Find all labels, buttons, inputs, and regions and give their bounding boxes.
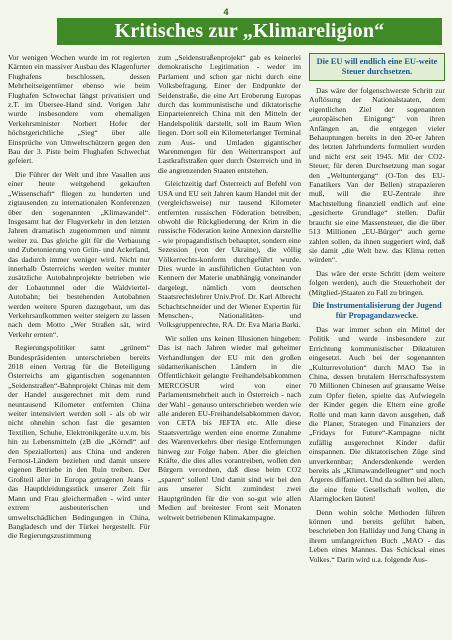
article-column-3 [309,53,445,635]
article-column-2 [158,53,301,635]
callout-box: Die EU will endlich eine EU-weite Steuer durchsetzen. [309,53,445,81]
headline: Kritisches zur „Klimareligion“ [114,20,385,42]
paragraph: Wir sollen uns keinen Illusionen hingeben: Das ist nach Jahren wieder mal geheimer Verhandlungen der EU mit den großen südamerikanischen Ländern in die Öffentlichkeit gelangte Freihandelsabkommen MERCOSUR wird von einer Parlamentsmehrheit auch in Österreich - nach der Wahl - genauso unterschrieben werden wie alle anderen EU-Freihandelsabkommen davor, von CETA bis JEFTA etc. Alle diese Staatsverträge werden eine enorme Zunahme des Warenverkehrs über riesige Entfernungen hinweg zur Folge haben. Aber die gleichen Kräfte, die dies alles vorantreiben, wollen den Bürgern verordnen, daß diese beim CO2 „sparen“ sollen! Und damit sind wir bei den aus unserer Sicht zumindest zwei Hauptgründen für die von so-gut wie allen Medien auf breitester Front seit Monaten weltweit betriebenen Klimakampagne. [158,333,301,522]
paragraph: Gleichzeitig darf Österreich auf Befehl von USA und EU seit Jahren kaum Handel mit der (vergleichsweise) nur tausend Kilometer entfernten russischen Föderation betreiben, obwohl die Rückgliederung der Krim in die russische Föderation keine Annexion darstellte - wie propagandistisch behauptet, sondern eine Sezession (von der Ukraine), die völlig Völkerrechts-konform durchgeführt wurde. Dies wurde in ausführlichen Gutachten von Kennern der Materie unabhängig voneinander dargelegt, nämlich vom deutschen Staatsrechtslehrer Univ.Prof. Dr. Karl Albrecht Schachtschneider und der Wiener Expertin für Menschen-, Nationalitäten- und Volksgruppenrechte, RA. Dr. Eva Maria Barki. [158,179,301,330]
paragraph: Das wäre der erste Schritt (dem weitere folgen werden), auch die Steuerhoheit der (Mitglied-)Staaten zu Fall zu bringen. [309,268,445,297]
paragraph: Vor wenigen Wochen wurde im rot regierten Kärnten ein massiver Ausbau des Klagenfurter Flughafens beschlossen, dessen Mehrheitseigentümer ebenso wie beim Flughafen Schwechat längst privatisiert und z.T. im Übersee-Hand sind. Vorigen Jahr wurde insbesondere vom ehemaligen Verkehrsminister Norbert Hofer der höchstgerichtliche „Sieg“ über alle Einsprüche von Umweltschützern gegen den Bau der 3. Piste beim Flughafen Schwechat gefeiert. [8,53,150,166]
paragraph: zum „Seidenstraßenprojekt“ gab es keinerlei demokratische Legitimation - weder im Parlament und schon gar nicht durch eine Volksbefragung. Einer der Endpunkte der Seidenstraße, die eine Art Eroberung Europas durch das kommunistische und diktatorische Einparteienreich China mit den Mitteln der Handelspolitik darstellt, soll im Raum Wien liegen. Dort soll ein Kilometerlanger Terminal zum Aus- und Umladen gigantischer Warenmengen für den Weitertransport auf Lastkraftstraßen quer durch Österreich und in die angrenzenden Staaten entstehen. [158,53,301,175]
page-number: 4 [223,7,229,17]
paragraph: Denn wohin solche Methoden führen können und bereits geführt haben, beschrieben Jon Halliday und Jung Chang in ihrem umfangreichen Buch „MAO - das Leben eines Mannes. Das Schicksal eines Volkes.“ Darin wird u.a. folgende Aus- [309,507,445,564]
paragraph: Das wäre der folgenschwerste Schritt zur Auflösung der Nationalstaaten, dem eigentlichen Ziel der sogenannten „europäischen Einigung“ von ihren Anfängen an, die entgegen vieler Behauptungen bereits in den 20-er Jahren des letzten Jahrhunderts formuliert wurden und nicht erst seit 1945. Mit der CO2-Steuer, für deren Durchsetzung man sogar den „Weltuntergang“ (O-Ton des EU-Fanatikers Van der Bellen) strapazieren muß, will die EU-Zentrale ihre Machtstellung finanziell endlich auf eine „gesicherte Grundlage“ stellen. Dafür braucht sie eine Massensteuer, die die über 513 Millionen „EU-Bürger“ auch gerne zahlen sollen, da ihnen suggeriert wird, daß sie damit „die Welt bzw. das Klima retten würden“. [309,86,445,265]
article-column-1 [8,53,150,635]
headline-banner [57,18,442,45]
paragraph: Das war immer schon ein Mittel der Politik und wurde insbesondere zur Errichtung kommunistischer Diktaturen eingesetzt. Auch bei der sogenannten „Kulturrevolution“ durch MAO Tse in China, dessen brutalem Herrschaftssystem 70 Millionen Chinesen auf grausame Weise zum Opfer fielen, spielte das Aufwiegeln der Kinder gegen die Eltern eine große Rolle und man kann davon ausgehen, daß die Planer, Strategen und Finanziers der „Fridays for Future“-Kampagne nicht zufällig ausgerechnet Kinder dafür einspannen. Die diktatorischen Züge sind unverkennbar; Andersdenkende werden bereits als „Klimawandelleugner“ und noch Ärgeres diffamiert. Und da sollten bei allen, die eine freie Gesellschaft wollen, die Alarmglocken läuten! [309,324,445,504]
paragraph: Die Führer der Welt und ihre Vasallen aus einer heute weitgehend gekauften „Wissenschaft“ fliegen zu hunderten und zigtausenden zu internationalen Konferenzen über den sogenannten „Klimawandel“. Insgesamt hat der Flugverkehr in den letzten Jahren dramatisch zugenommen und nimmt weiter zu. Das gleiche gilt für die Verbauung und Zubetonierung von Grün- und Ackerland, das dadurch immer weniger wird. Nicht nur innerhalb Österreichs werden weiter munter zusätzliche Autobahnprojekte betrieben wie der Lobautunnel oder die Waldviertel-Autobahn; bei bestehenden Autobahnen werden weitere Spuren dazugebaut, um das Verkehrsaufkommen weiter steigern zu lassen nach dem Motto „Wer Straßen sät, wird Verkehr ernten“. [8,169,150,339]
paragraph: Regierungspolitiker samt „grünem“ Bundespräsidenten unterschrieben bereits 2018 einen Vertrag für die Beteiligung Österreichs am gigantischen sogenannten „Seidenstraßen“-Bahnprojekt Chinas mit dem der Handel ausgerechnet mit dem rund neuntausend Kilometer entfernten China weiter intensiviert werden soll - als ob wir nicht ohnehin schon fast die gesamten Textilien, Schuhe, Elektronikgeräte u.v.m. bis hin zu Lebensmitteln (zB die „Körndl“ auf den Speziallorten) aus China und anderen Fernost-Ländern beziehen und damit unsere eigenen Betriebe in den Ruin treiben. Der Großteil aller in Europa getragenen Jeans - das Hauptkleidungsstück unserer Zeit für Mann und Frau gleichermaßen - wird unter extrem ausbeuterischen und umweltschädlichen Bedingungen in China, Bangladesch und der Türkei hergestellt. Für die Regierungszustimmung [8,343,150,541]
subheading: Die Instrumentalisierung der Jugend für Propagandazwecke. [312,300,442,320]
